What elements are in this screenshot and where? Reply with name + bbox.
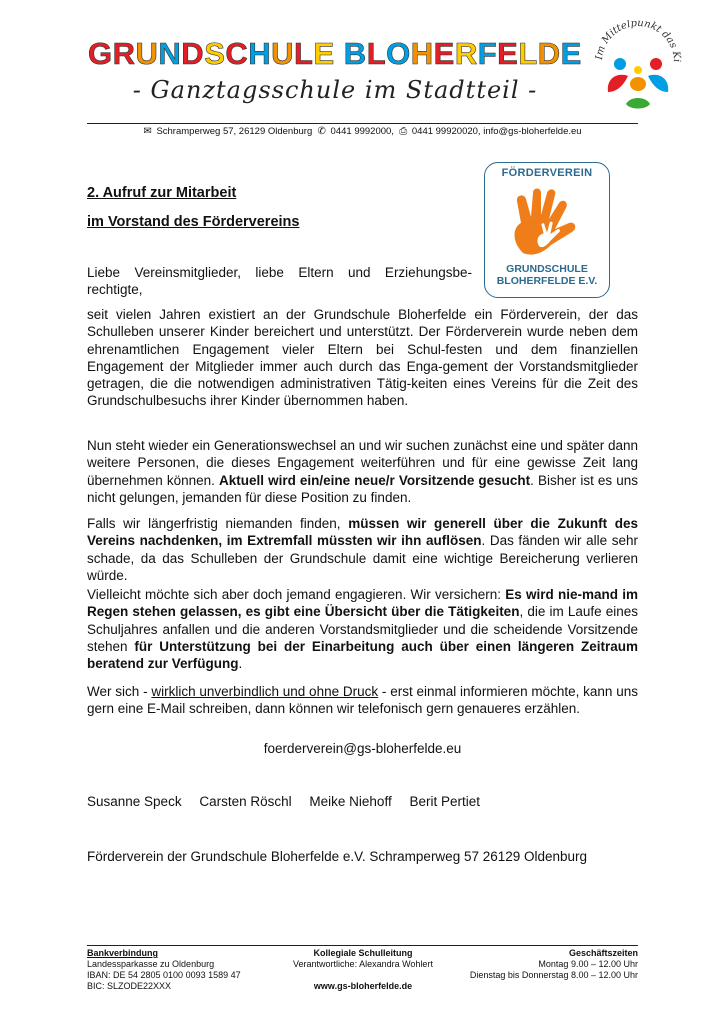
school-title-letter: C xyxy=(225,36,249,71)
signatory: Susanne Speck xyxy=(87,794,182,809)
paragraph-5-text-c: - erst einmal informieren möchte, kann uns gern eine E-Mail schreiben, dann können wir telefonisch gern genaueres erzählen. xyxy=(87,684,638,717)
footer-leadership-name: Verantwortliche: Alexandra Wohlert xyxy=(293,959,433,969)
footer-iban: IBAN: DE 54 2805 0100 0093 1589 47 xyxy=(87,970,241,980)
hand-icon xyxy=(503,183,593,263)
footer-hours-line2: Dienstag bis Donnerstag 8.00 – 12.00 Uhr xyxy=(469,970,638,980)
foerderverein-logo xyxy=(484,162,610,298)
school-title-letter: F xyxy=(477,36,498,71)
signatory: Berit Pertiet xyxy=(409,794,480,809)
signatories xyxy=(87,794,638,809)
school-title-letter: H xyxy=(248,36,272,71)
paragraph-4 xyxy=(87,586,638,672)
letter-heading-line2: im Vorstand des Fördervereins xyxy=(87,214,300,230)
paragraph-3-text-c: . Das fänden wir alle sehr schade, da das Schulleben der Grundschule damit eine wichtige Bereicherung verlieren würde. xyxy=(87,533,638,583)
footer-bank-details xyxy=(87,948,241,992)
logo-arc-text: Im Mittelpunkt das Ki xyxy=(594,20,683,63)
footer-leadership-heading: Kollegiale Schulleitung xyxy=(313,948,413,958)
footer-school-leadership xyxy=(280,948,446,992)
contact-phone: 0441 9992000, xyxy=(330,126,394,137)
contact-email: info@gs-bloherfelde.eu xyxy=(483,126,582,137)
paragraph-1 xyxy=(87,306,638,410)
paragraph-3 xyxy=(87,515,638,584)
paragraph-2 xyxy=(87,437,638,506)
footer-divider xyxy=(87,945,638,946)
school-title-letter: R xyxy=(112,36,136,71)
paragraph-1-text: seit vielen Jahren existiert an der Grundschule Bloherfelde ein Förderverein, der das Schulleben unserer Kinder bereichert und unterstützt. Der Förderverein wurde neben dem ehrenamtlichen Engagement vieler Eltern bei Schul-festen und dem finanziellen Engagement der Mitglieder immer auch durch das Enga-gement der Vorstandsmitglieder getragen, die die notwendigen administrativen Tätig-keiten eines Vereins für die Zeit des Grundschulbesuchs ihrer Kinder übernommen haben. xyxy=(87,307,638,409)
school-title-letter: B xyxy=(343,36,367,71)
school-title-letter: R xyxy=(454,36,478,71)
paragraph-2-text-c: . Bisher ist es uns nicht gelungen, jemanden für diese Position zu finden. xyxy=(87,472,638,505)
school-title-letter: S xyxy=(204,36,226,71)
signatory: Carsten Röschl xyxy=(199,794,292,809)
footer-hours-line1: Montag 9.00 – 12.00 Uhr xyxy=(538,959,638,969)
paragraph-3-text-a: Falls wir längerfristig niemanden finden, xyxy=(87,516,349,531)
school-subtitle: - Ganztagsschule im Stadtteil - xyxy=(132,76,538,104)
contact-fax: 0441 99920020, xyxy=(411,126,481,137)
fv-logo-top-text: FÖRDERVEREIN xyxy=(501,167,593,179)
school-title-letter: E xyxy=(313,36,335,71)
school-logo-graphic xyxy=(588,20,688,120)
footer-spacer xyxy=(280,970,446,981)
contact-line xyxy=(87,126,638,137)
paragraph-2-text-a: Nun steht wieder ein Generationswechsel an und wir suchen zunächst eine und später dann weitere Personen, die dieses Engagement weiterführen und für eine gewisse Zeit lang übernehmen können. xyxy=(87,438,638,488)
footer-bank-heading: Bankverbindung xyxy=(87,948,159,958)
school-title xyxy=(88,36,582,72)
fv-logo-bottom-line2: BLOHERFELDE E.V. xyxy=(496,275,598,287)
school-title-letter: E xyxy=(497,36,519,71)
paragraph-4-text-e: . xyxy=(238,656,243,672)
paragraph-5-underlined: wirklich unverbindlich und ohne Druck xyxy=(151,684,379,699)
fv-logo-bottom-text xyxy=(485,263,609,287)
school-title-letter: L xyxy=(294,36,314,71)
school-title-letter: O xyxy=(386,36,411,71)
paragraph-4-text-c: , die im Laufe eines Schuljahres anfallen und die anderen Vorstandsmitglieder und die scheidende Vorsitzende stehen xyxy=(87,604,638,654)
footer-website[interactable]: www.gs-bloherfelde.de xyxy=(313,981,413,991)
fax-icon: ⎙ xyxy=(399,126,408,137)
footer-office-hours xyxy=(438,948,638,981)
paragraph-3-bold: müssen wir generell über die Zukunft des Vereins nachdenken, im Extremfall müssten wir ihn auflösen xyxy=(87,516,639,549)
header-divider xyxy=(87,123,638,124)
paragraph-4-text-a: Vielleicht möchte sich aber doch jemand engagieren. Wir versichern: xyxy=(87,587,506,602)
school-title-letter: N xyxy=(158,36,182,71)
school-title-letter: H xyxy=(410,36,434,71)
paragraph-4-bold-1: Es wird nie-mand im Regen stehen gelassen, es gibt eine Übersicht über die Tätigkeiten xyxy=(87,587,638,620)
paragraph-5 xyxy=(87,683,638,718)
letter-heading-line1: 2. Aufruf zur Mitarbeit xyxy=(87,185,237,201)
organization-line: Förderverein der Grundschule Bloherfelde e.V. Schramperweg 57 26129 Oldenburg xyxy=(87,849,588,864)
fv-logo-bottom-line1: GRUNDSCHULE xyxy=(506,263,588,275)
school-logo xyxy=(588,20,688,120)
school-title-letter xyxy=(335,36,344,72)
school-title-letter: L xyxy=(518,36,538,71)
footer-hours-heading: Geschäftszeiten xyxy=(568,948,638,958)
paragraph-5-text-a: Wer sich - xyxy=(87,684,152,699)
signatory: Meike Niehoff xyxy=(309,794,392,809)
school-title-letter: L xyxy=(366,36,387,71)
phone-icon: ✆ xyxy=(317,126,326,137)
school-title-letter: D xyxy=(537,36,561,71)
salutation: Liebe Vereinsmitglieder, liebe Eltern und Erziehungsbe-rechtigte, xyxy=(87,265,472,298)
school-title-letter: E xyxy=(560,36,582,71)
school-title-letter: D xyxy=(181,36,205,71)
school-title-letter: U xyxy=(135,36,159,71)
footer-bank-name: Landessparkasse zu Oldenburg xyxy=(87,959,215,969)
school-title-letter: E xyxy=(433,36,455,71)
paragraph-2-bold: Aktuell wird ein/eine neue/r Vorsitzende gesucht xyxy=(219,472,531,488)
contact-address: Schramperweg 57, 26129 Oldenburg xyxy=(156,126,313,137)
paragraph-4-bold-2: für Unterstützung bei der Einarbeitung auch über einen längeren Zeitraum beratend zur Verfügung xyxy=(87,638,638,672)
school-title-letter: U xyxy=(271,36,295,71)
envelope-icon: ✉ xyxy=(143,126,152,137)
footer-bic: BIC: SLZODE22XXX xyxy=(87,981,172,991)
school-title-letter: G xyxy=(88,36,113,71)
contact-email-address[interactable]: foerderverein@gs-bloherfelde.eu xyxy=(263,741,462,756)
